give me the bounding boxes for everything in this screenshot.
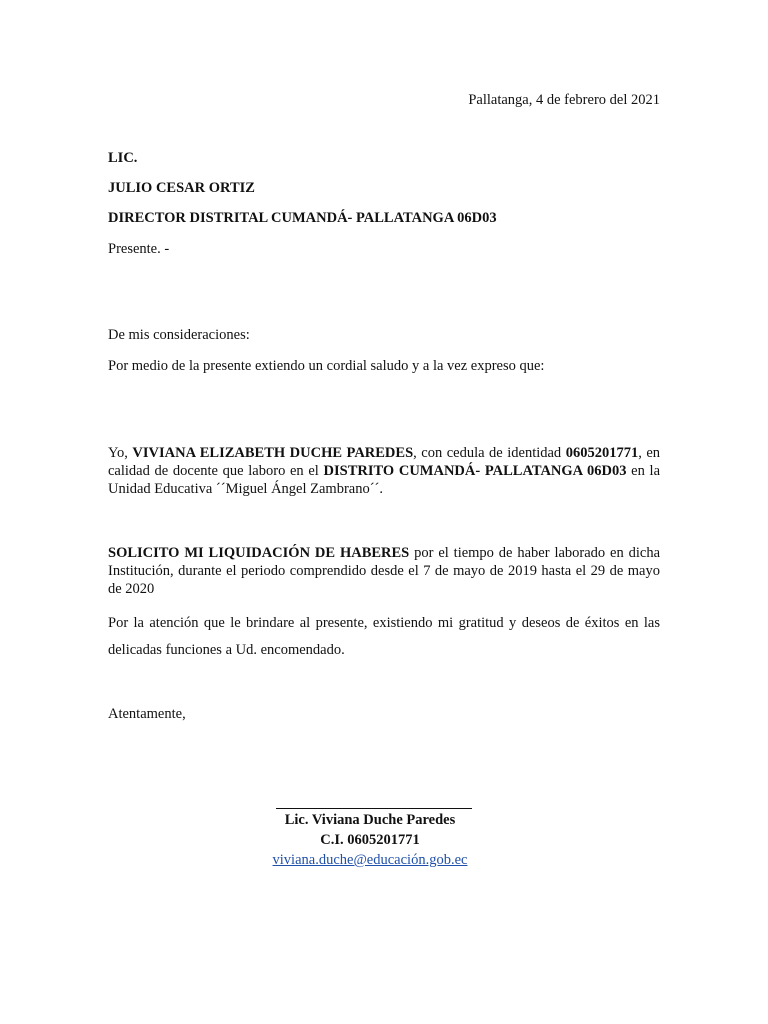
sender-full-name: VIVIANA ELIZABETH DUCHE PAREDES: [132, 445, 414, 461]
presente-line: Presente. -: [108, 241, 170, 257]
request-heading: SOLICITO MI LIQUIDACIÓN DE HABERES: [108, 545, 410, 561]
signature-id: C.I. 0605201771: [320, 832, 420, 848]
signature-email-link[interactable]: viviana.duche@educación.gob.ec: [272, 852, 468, 868]
recipient-name: JULIO CESAR ORTIZ: [108, 180, 255, 196]
request-text: por el tiempo de haber laborado en dicha Institución, durante el periodo comprendido desde el 7 de mayo de 2019 hasta el 29 de mayo de 2020: [108, 545, 661, 597]
intro-line: Por medio de la presente extiendo un cordial saludo y a la vez expreso que:: [108, 358, 545, 374]
district-name: DISTRITO CUMANDÁ- PALLATANGA 06D03: [323, 463, 627, 479]
thanks-paragraph: Por la atención que le brindare al presente, existiendo mi gratitud y deseos de éxitos en las delicadas funciones a Ud. encomendado.: [108, 615, 660, 658]
signature-line: [276, 808, 472, 809]
recipient-title: LIC.: [108, 150, 138, 166]
considerations-line: De mis consideraciones:: [108, 327, 250, 343]
closing-line: Atentamente,: [108, 706, 186, 722]
recipient-position: DIRECTOR DISTRITAL CUMANDÁ- PALLATANGA 06D03: [108, 210, 497, 226]
identity-paragraph: [108, 444, 660, 498]
request-paragraph: [108, 544, 660, 598]
identity-text-4: en la Unidad Educativa ´´Miguel Ángel Zambrano´´.: [108, 463, 661, 497]
signature-name: Lic. Viviana Duche Paredes: [284, 812, 456, 828]
identity-text-3: , en calidad de docente que laboro en el: [108, 445, 660, 479]
id-number: 0605201771: [565, 445, 639, 461]
date-line: Pallatanga, 4 de febrero del 2021: [468, 92, 660, 108]
identity-text-1: Yo,: [108, 445, 133, 461]
identity-text-2: , con cedula de identidad: [413, 445, 566, 461]
